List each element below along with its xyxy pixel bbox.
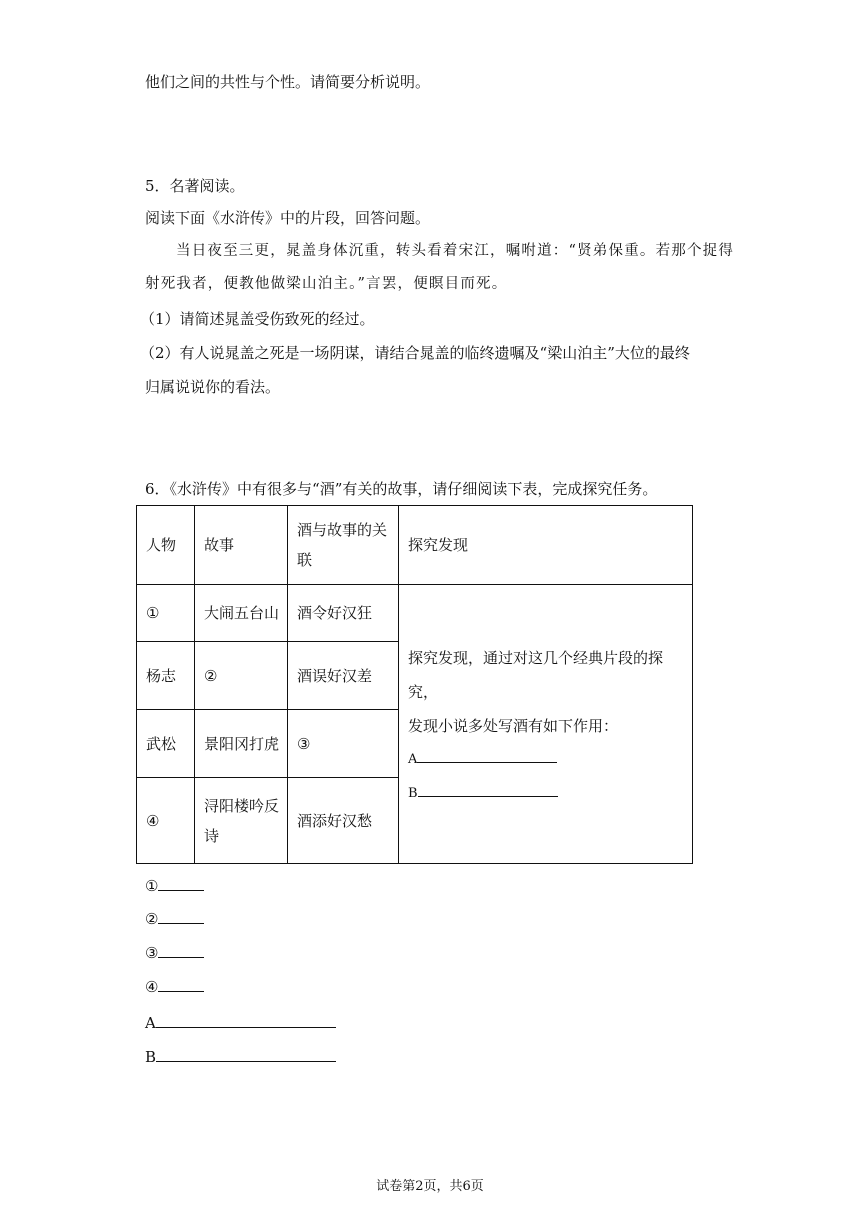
table-header-row <box>137 506 693 585</box>
finding-text-line-2: 发现小说多处写酒有如下作用： <box>408 717 619 735</box>
answer-1-blank[interactable]: ① <box>145 874 204 896</box>
q4-tail-text: 他们之间的共性与个性。请简要分析说明。 <box>145 73 431 91</box>
finding-blank-a[interactable]: A <box>408 743 692 777</box>
q5-quote-line-1: 当日夜至三更，晁盖身体沉重，转头看着宋江，嘱咐道：“贤弟保重。若那个捉得 <box>176 243 735 259</box>
q5-subquestion-2-line-2: 归属说说你的看法。 <box>145 378 281 396</box>
cell-character[interactable]: ④ <box>137 778 195 864</box>
answer-b-blank[interactable]: B <box>145 1045 336 1067</box>
cell-story: 大闹五台山 <box>195 585 288 642</box>
page-footer: 试卷第2页，共6页 <box>376 1179 484 1194</box>
cell-relation: 酒误好汉差 <box>288 642 399 710</box>
finding-text-line-1: 探究发现，通过对这几个经典片段的探究， <box>408 649 664 701</box>
answer-4-blank[interactable]: ④ <box>145 975 204 997</box>
q5-title: 5．名著阅读。 <box>145 177 245 195</box>
header-relation: 酒与故事的关联 <box>288 506 399 585</box>
cell-character[interactable]: ① <box>137 585 195 642</box>
cell-relation[interactable]: ③ <box>288 710 399 778</box>
answer-2-blank[interactable]: ② <box>145 907 204 929</box>
answer-3-blank[interactable]: ③ <box>145 941 204 963</box>
finding-blank-b[interactable]: B <box>408 777 692 811</box>
cell-character: 杨志 <box>137 642 195 710</box>
cell-story: 浔阳楼吟反诗 <box>195 778 288 864</box>
q5-quote-line-2: 射死我者，便教他做梁山泊主。”言罢，便瞑目而死。 <box>145 276 508 292</box>
answer-a-blank[interactable]: A <box>145 1011 336 1033</box>
cell-story[interactable]: ② <box>195 642 288 710</box>
table-row <box>137 585 693 642</box>
q5-instruction: 阅读下面《水浒传》中的片段，回答问题。 <box>145 209 431 227</box>
q5-subquestion-1: （1）请简述晁盖受伤致死的经过。 <box>140 310 375 328</box>
wine-story-table <box>136 505 693 864</box>
cell-relation: 酒令好汉狂 <box>288 585 399 642</box>
cell-relation: 酒添好汉愁 <box>288 778 399 864</box>
header-finding: 探究发现 <box>399 506 693 585</box>
header-character: 人物 <box>137 506 195 585</box>
q5-subquestion-2-line-1: （2）有人说晁盖之死是一场阴谋，请结合晁盖的临终遗嘱及“梁山泊主”大位的最终 <box>140 344 690 362</box>
finding-cell <box>399 585 693 864</box>
cell-character: 武松 <box>137 710 195 778</box>
header-story: 故事 <box>195 506 288 585</box>
cell-story: 景阳冈打虎 <box>195 710 288 778</box>
q6-title: 6．《水浒传》中有很多与“酒”有关的故事，请仔细阅读下表，完成探究任务。 <box>145 480 658 498</box>
